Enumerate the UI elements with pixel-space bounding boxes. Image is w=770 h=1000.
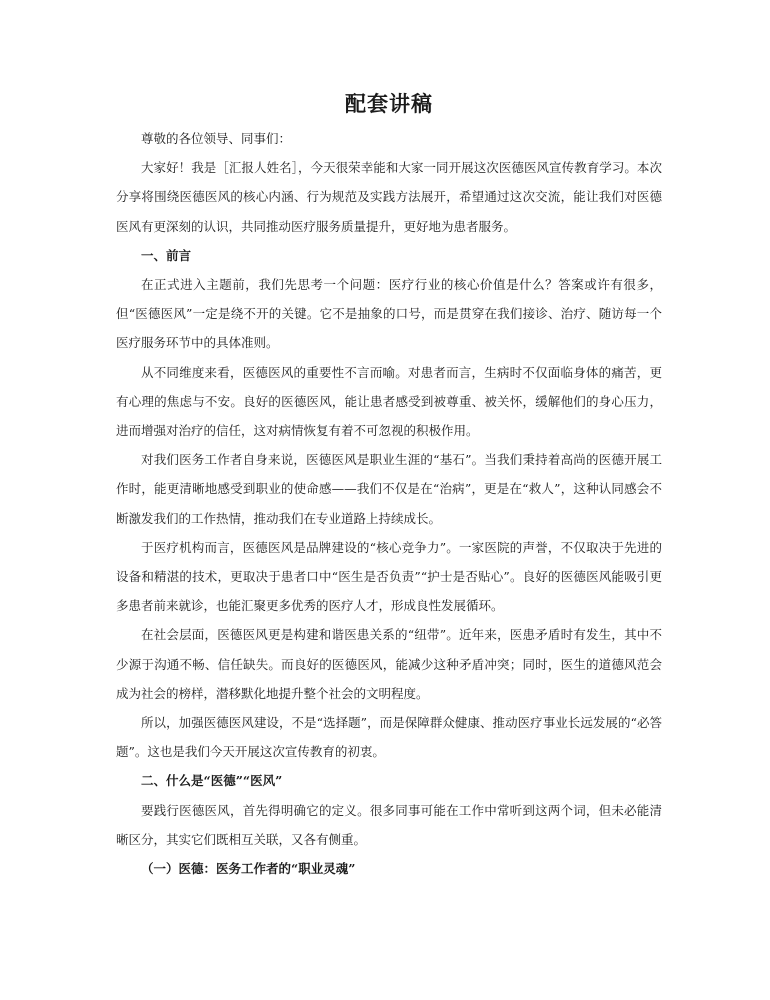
definition-paragraph: 要践行医德医风，首先得明确它的定义。很多同事可能在工作中常听到这两个词，但未必能清晰区分，其实它们既相互关联，又各有侧重。 [116,802,662,847]
document-page [116,86,662,883]
intro-paragraph: 大家好！我是［汇报人姓名］，今天很荣幸能和大家一同开展这次医德医风宣传教育学习。本次分享将围绕医德医风的核心内涵、行为规范及实践方法展开，希望通过这次交流，能让我们对医德医风有更深刻的认识，共同推动医疗服务质量提升，更好地为患者服务。 [116,160,662,234]
preface-paragraph-3: 对我们医务工作者自身来说，医德医风是职业生涯的“基石”。当我们秉持着高尚的医德开展工作时，能更清晰地感受到职业的使命感——我们不仅是在“治病”，更是在“救人”，这种认同感会不断激发我们的工作热情，推动我们在专业道路上持续成长。 [116,452,662,526]
preface-paragraph-5: 在社会层面，医德医风更是构建和谐医患关系的“纽带”。近年来，医患矛盾时有发生，其中不少源于沟通不畅、信任缺失。而良好的医德医风，能减少这种矛盾冲突；同时，医生的道德风范会成为社会的榜样，潜移默化地提升整个社会的文明程度。 [116,627,662,701]
preface-paragraph-6: 所以，加强医德医风建设，不是“选择题”，而是保障群众健康、推动医疗事业长远发展的“必答题”。这也是我们今天开展这次宣传教育的初衷。 [116,715,662,760]
document-title: 配套讲稿 [345,91,433,116]
preface-paragraph-1: 在正式进入主题前，我们先思考一个问题：医疗行业的核心价值是什么？答案或许有很多，但“医德医风”一定是绕不开的关键。它不是抽象的口号，而是贯穿在我们接诊、治疗、随访每一个医疗服务环节中的具体准则。 [116,277,662,351]
subsection-heading-medical-ethics: （一）医德：医务工作者的“职业灵魂” [141,861,356,877]
preface-paragraph-4: 于医疗机构而言，医德医风是品牌建设的“核心竞争力”。一家医院的声誉，不仅取决于先进的设备和精湛的技术，更取决于患者口中“医生是否负责”“护士是否贴心”。良好的医德医风能吸引更多患者前来就诊，也能汇聚更多优秀的医疗人才，形成良性发展循环。 [116,539,662,614]
section-heading-preface: 一、前言 [141,247,192,263]
greeting-paragraph: 尊敬的各位领导、同事们： [141,131,292,146]
section-heading-definition: 二、什么是“医德”“医风” [141,773,283,789]
preface-paragraph-2: 从不同维度来看，医德医风的重要性不言而喻。对患者而言，生病时不仅面临身体的痛苦，更有心理的焦虑与不安。良好的医德医风，能让患者感受到被尊重、被关怀，缓解他们的身心压力，进而增强对治疗的信任，这对病情恢复有着不可忽视的积极作用。 [116,364,662,439]
